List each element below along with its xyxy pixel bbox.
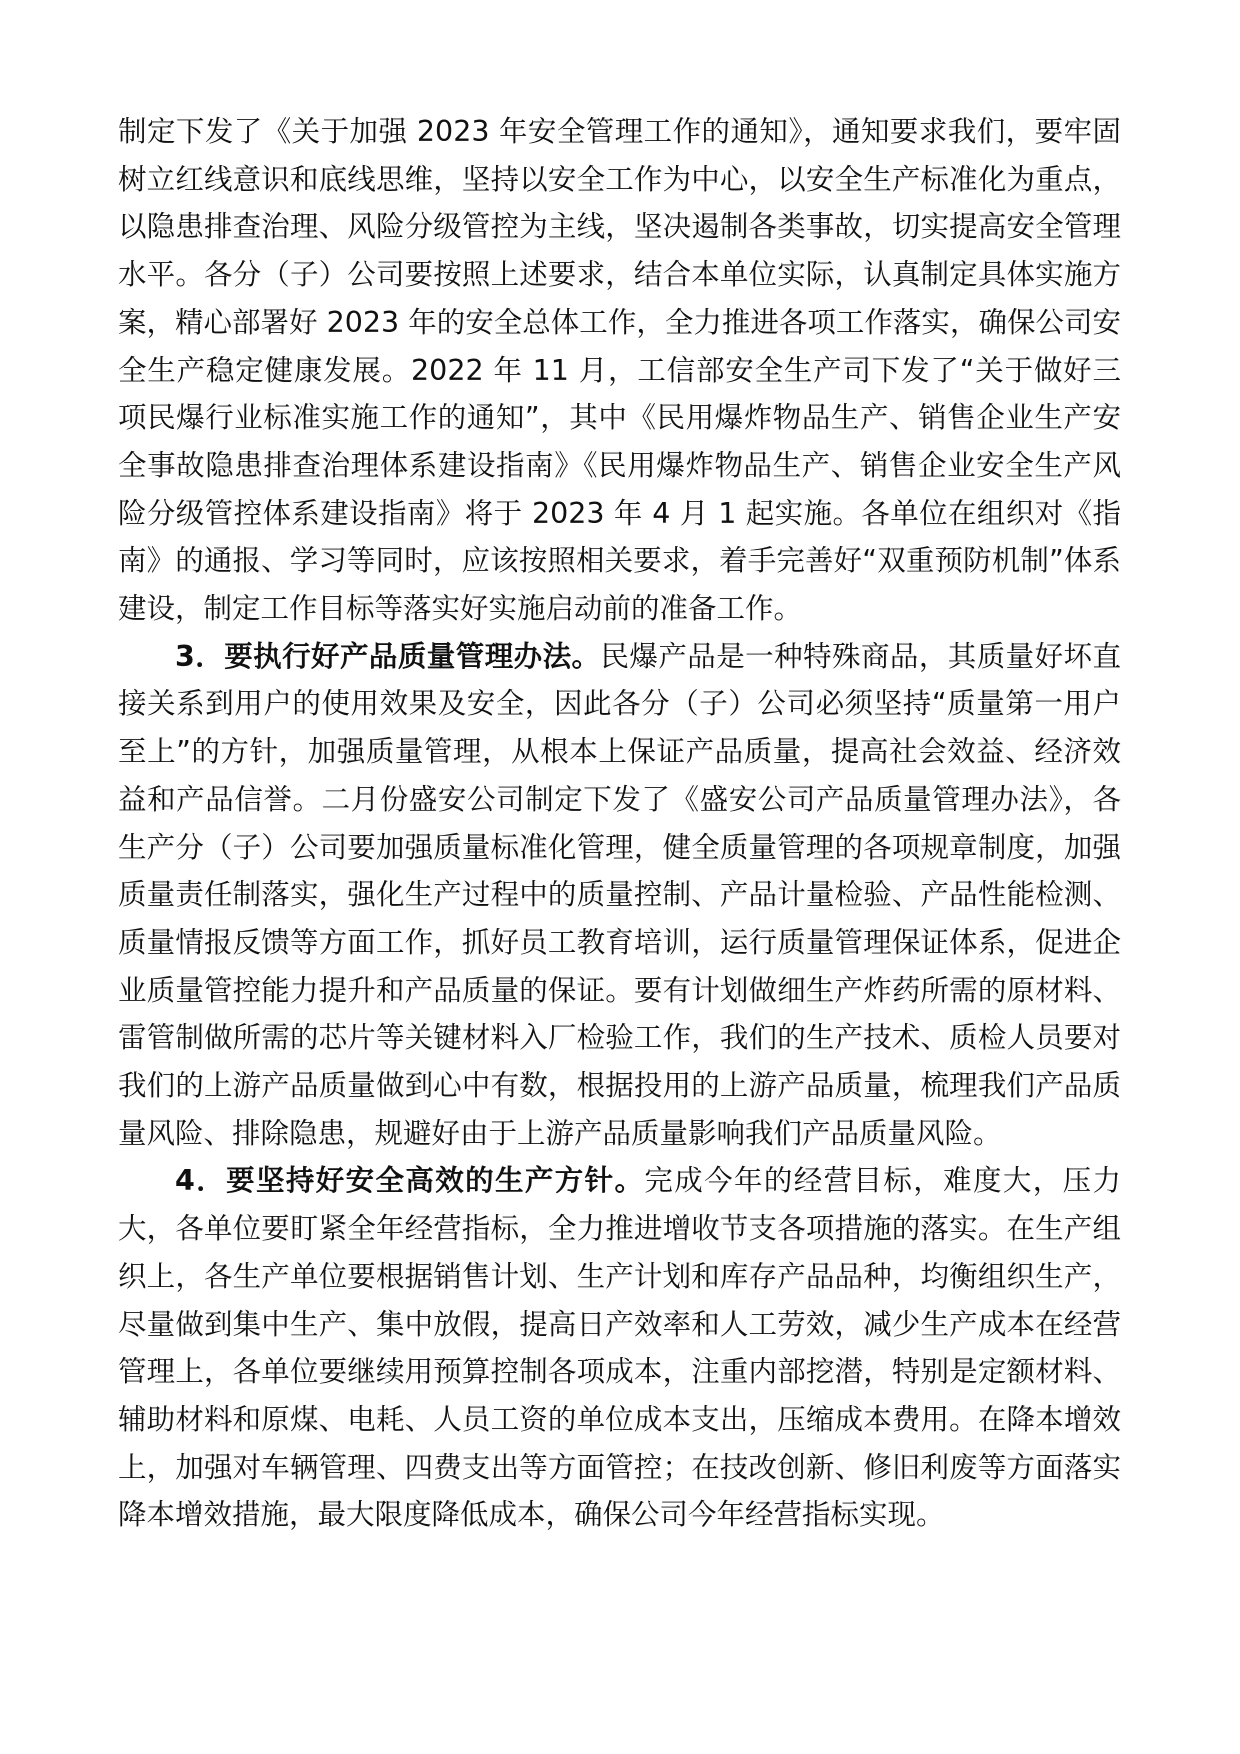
paragraph-quality-management xyxy=(118,633,1121,1158)
paragraph-body: 民爆产品是一种特殊商品，其质量好坏直接关系到用户的使用效果及安全，因此各分（子）公司必须坚持“质量第一用户至上”的方针，加强质量管理，从根本上保证产品质量，提高社会效益、经济效益和产品信誉。二月份盛安公司制定下发了《盛安公司产品质量管理办法》，各生产分（子）公司要加强质量标准化管理，健全质量管理的各项规章制度，加强质量责任制落实，强化生产过程中的质量控制、产品计量检验、产品性能检测、质量情报反馈等方面工作，抓好员工教育培训，运行质量管理保证体系，促进企业质量管控能力提升和产品质量的保证。要有计划做细生产炸药所需的原材料、雷管制做所需的芯片等关键材料入厂检验工作，我们的生产技术、质检人员要对我们的上游产品质量做到心中有数，根据投用的上游产品质量，梳理我们产品质量风险、排除隐患，规避好由于上游产品质量影响我们产品质量风险。 xyxy=(118,639,1121,1150)
document-page xyxy=(118,108,1121,1539)
paragraph-heading: 4．要坚持好安全高效的生产方针。 xyxy=(175,1164,645,1198)
paragraph-body: 完成今年的经营目标，难度大，压力大，各单位要盯紧全年经营指标，全力推进增收节支各项措施的落实。在生产组织上，各生产单位要根据销售计划、生产计划和库存产品品种，均衡组织生产，尽量做到集中生产、集中放假，提高日产效率和人工劳效，减少生产成本在经营管理上，各单位要继续用预算控制各项成本，注重内部挖潜，特别是定额材料、辅助材料和原煤、电耗、人员工资的单位成本支出，压缩成本费用。在降本增效上，加强对车辆管理、四费支出等方面管控；在技改创新、修旧利废等方面落实降本增效措施，最大限度降低成本，确保公司今年经营指标实现。 xyxy=(118,1164,1121,1532)
paragraph-heading: 3．要执行好产品质量管理办法。 xyxy=(175,639,601,673)
paragraph-safety-notice xyxy=(118,108,1121,633)
paragraph-body: 制定下发了《关于加强 2023 年安全管理工作的通知》，通知要求我们，要牢固树立红线意识和底线思维，坚持以安全工作为中心，以安全生产标准化为重点，以隐患排查治理、风险分级管控为主线，坚决遏制各类事故，切实提高安全管理水平。各分（子）公司要按照上述要求，结合本单位实际，认真制定具体实施方案，精心部署好 2023 年的安全总体工作，全力推进各项工作落实，确保公司安全生产稳定健康发展。2022 年 11 月，工信部安全生产司下发了“关于做好三项民爆行业标准实施工作的通知”，其中《民用爆炸物品生产、销售企业生产安全事故隐患排查治理体系建设指南》《民用爆炸物品生产、销售企业安全生产风险分级管控体系建设指南》将于 2023 年 4 月 1 起实施。各单位在组织对《指南》的通报、学习等同时，应该按照相关要求，着手完善好“双重预防机制”体系建设，制定工作目标等落实好实施启动前的准备工作。 xyxy=(118,115,1121,626)
paragraph-production-policy xyxy=(118,1157,1121,1539)
